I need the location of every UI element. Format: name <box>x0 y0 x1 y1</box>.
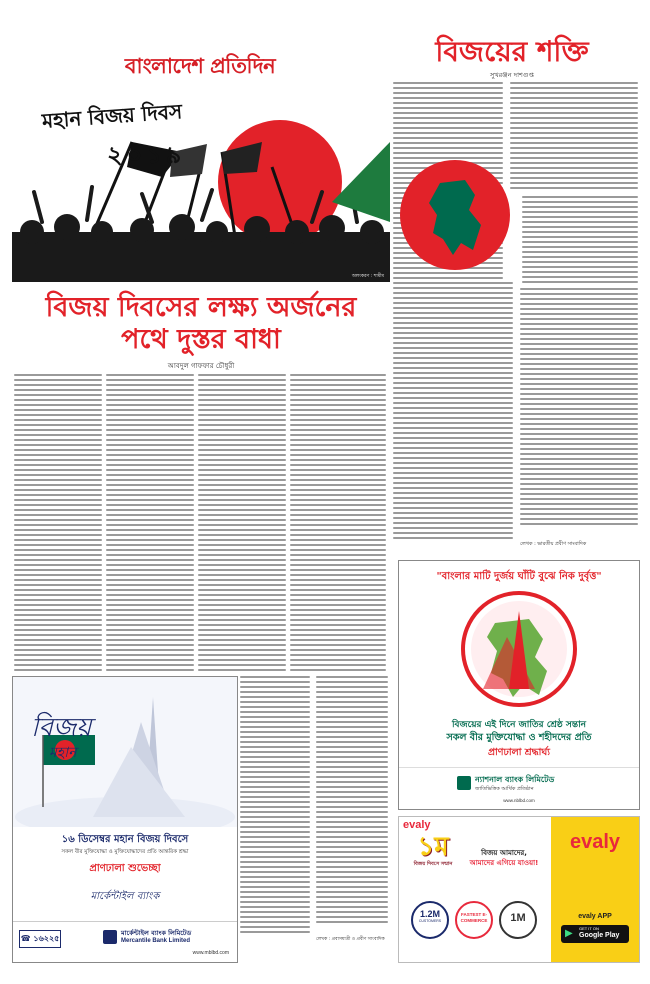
evaly-message-2: আমাদের এগিয়ে যাওয়া! <box>469 859 539 867</box>
mercantile-url[interactable]: www.mblbd.com <box>192 950 229 956</box>
hotline-number: ১৬২২৫ <box>33 934 60 943</box>
national-bank-logo-icon <box>457 776 471 790</box>
right-feature-title: বিজয়ের শক্তি <box>435 35 589 68</box>
evaly-stat-value: 1.2M <box>419 909 440 919</box>
national-emblem-graphic <box>459 589 579 709</box>
mercantile-bank-ad <box>12 676 238 963</box>
lead-headline-line2: পথে দুস্তর বাধা <box>121 324 281 355</box>
play-big-text: Google Play <box>579 932 620 939</box>
banner-credit: অলংকরণ : শামীম <box>351 274 384 279</box>
lead-text-col2 <box>106 374 194 674</box>
evaly-yellow-panel <box>551 817 639 962</box>
mercantile-bank-name-en: Mercantile Bank Limited <box>121 938 191 944</box>
evaly-app-label: evaly APP <box>578 913 612 920</box>
lead-headline-line1: বিজয় দিবসের লক্ষ্য অর্জনের <box>45 292 357 323</box>
mercantile-bank-name-bn: মার্কেন্টাইল ব্যাংক লিমিটেড <box>121 929 192 937</box>
evaly-message-1: বিজয় আমাদের, <box>481 849 527 857</box>
evaly-badge-text: বিজয় দিবসে সন্মান <box>413 861 453 867</box>
evaly-stat-circle <box>411 901 449 939</box>
lead-text-col3 <box>198 374 286 674</box>
national-line2: সকল বীর মুক্তিযোদ্ধা ও শহীদদের প্রতি <box>446 732 592 743</box>
mercantile-logo-icon <box>103 930 117 944</box>
right-writer-note: লেখক : ভারতীয় প্রবীণ সাংবাদিক <box>520 541 587 547</box>
right-feature-text-col2c <box>520 288 638 533</box>
lead-headline <box>12 292 390 356</box>
right-feature-text-col2 <box>510 82 638 192</box>
play-store-icon: ▶ <box>565 928 573 939</box>
evaly-award-circle <box>455 901 493 939</box>
mercantile-script-sub: মহান <box>49 745 77 761</box>
lead-text-col1 <box>14 374 102 674</box>
lead-text-col4b <box>316 676 388 931</box>
lead-text-col3b <box>240 676 310 936</box>
google-play-button[interactable] <box>561 925 629 943</box>
evaly-logo-big: evaly <box>569 831 621 853</box>
evaly-stat-label: CUSTOMERS <box>418 919 442 923</box>
evaly-badge <box>407 833 459 887</box>
phone-icon: ☎ <box>20 934 31 943</box>
national-bank-name: ন্যাশনাল ব্যাংক লিমিটেড <box>475 775 555 784</box>
mercantile-signature: মার্কেন্টাইল ব্যাংক <box>90 891 160 902</box>
lead-text-col4 <box>290 374 386 674</box>
national-quote: "বাংলার মাটি দুর্জয় ঘাঁটি বুঝে নিক দুর্বৃত্ত" <box>436 571 602 582</box>
mercantile-subline: সকল বীর মুক্তিযোদ্ধা ও মুক্তিযোদ্ধাদের প্রতি আন্তরিক শ্রদ্ধা <box>61 849 189 855</box>
national-bank-subtitle: জাতিভিত্তিক আর্থিক প্রতিষ্ঠান <box>475 786 534 792</box>
evaly-ad <box>398 816 640 963</box>
national-line1: বিজয়ের এই দিনে জাতির শ্রেষ্ঠ সন্তান <box>451 720 587 730</box>
national-url[interactable]: www.nblbd.com <box>503 798 535 803</box>
banner-illustration <box>12 82 390 282</box>
center-writer-note: লেখক : প্রবাসযাত্রী ও প্রবীণ সাংবাদিক <box>316 937 385 942</box>
evaly-award-text: FASTEST E-COMMERCE <box>460 912 488 923</box>
evaly-brand-circle <box>499 901 537 939</box>
evaly-badge-big: ১ম <box>417 832 449 862</box>
mercantile-footer <box>13 921 237 963</box>
evaly-brand-logo: 1M <box>510 912 526 924</box>
mercantile-script-title: বিজয় <box>31 713 92 743</box>
banner-year: ২০১৯ <box>107 140 186 169</box>
play-small-text: GET IT ON <box>579 926 599 931</box>
mercantile-tagline: প্রাণঢালা শুভেচ্ছা <box>89 863 161 874</box>
monument-illustration <box>13 677 237 827</box>
bangladesh-map-graphic <box>395 155 515 275</box>
masthead-title: বাংলাদেশ প্রতিদিন <box>124 54 276 78</box>
right-feature-text-col1b <box>393 282 513 547</box>
lead-author: আবদুল গাফফার চৌধুরী <box>167 362 235 370</box>
right-feature-text-col2b <box>522 196 638 286</box>
evaly-logo-small: evaly <box>403 819 431 831</box>
mercantile-headline: ১৬ ডিসেম্বর মহান বিজয় দিবসে <box>61 834 189 845</box>
national-line3: প্রাণঢালা শ্রদ্ধার্ঘ্য <box>487 747 551 758</box>
national-footer <box>399 767 639 810</box>
national-bank-ad <box>398 560 640 810</box>
hotline-badge <box>19 930 61 948</box>
right-feature-author: সুখরঞ্জন দাশগুপ্ত <box>490 71 534 79</box>
banner-title: মহান বিজয় দিবস <box>41 99 183 133</box>
